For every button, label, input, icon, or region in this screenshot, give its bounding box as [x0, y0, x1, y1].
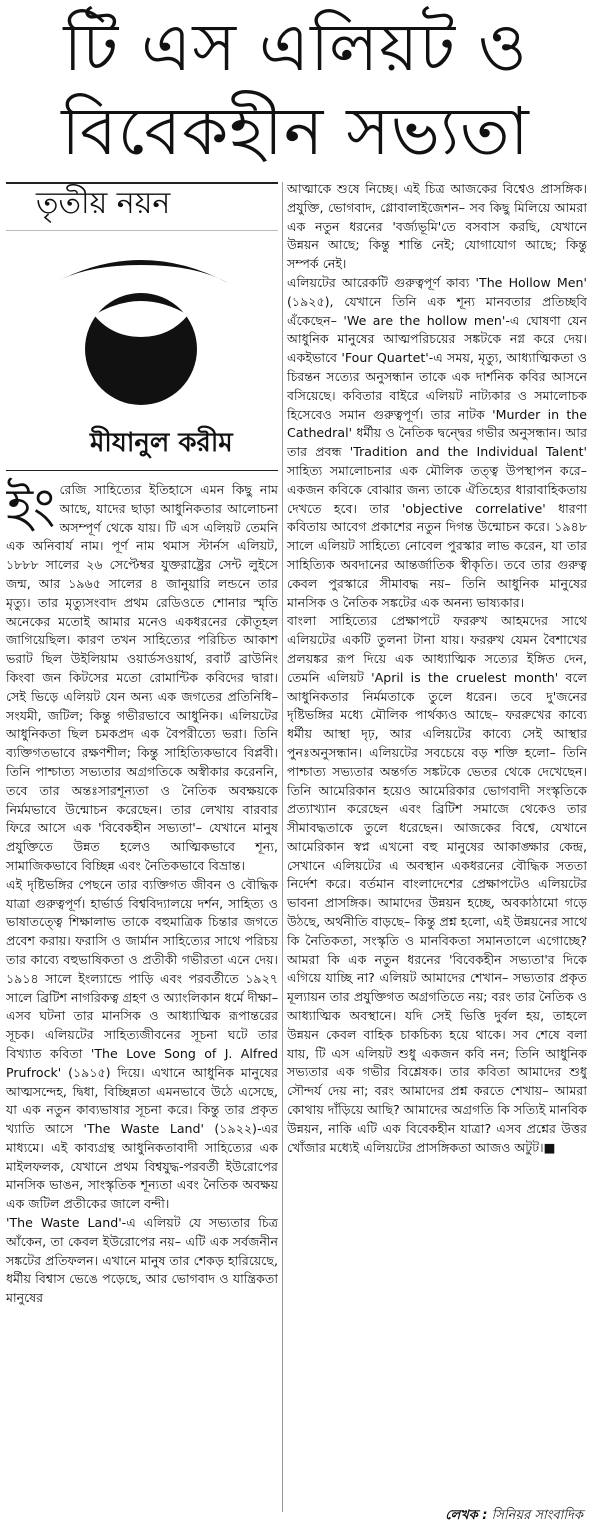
- paragraph: 'The Waste Land'-এ এলিয়ট যে সভ্যতার চিত্র আঁকেন, তা কেবল ইউরোপের নয়– এটি এক সর্বজনীন সঙ্কটের প্রতিফলন। এখানে মানুষ তার শেকড় হারিয়েছে, ধর্মীয় বিশ্বাস ভেঙে পড়েছে, আর ভোগবাদ ও যান্ত্রিকতা মানুষের: [6, 1215, 278, 1306]
- column-logo: [6, 231, 278, 466]
- byline: [445, 1506, 583, 1527]
- paragraph: এলিয়টের আরেকটি গুরুত্বপূর্ণ কাব্য 'The Hollow Men' (১৯২৫), যেখানে তিনি এক শূন্য মানবতার প্রতিচ্ছবি এঁকেছেন– 'We are the hollow men'-এ ঘোষণা যেন আধুনিক মানুষের আত্মপরিচয়ের সঙ্কটকে নগ্ন করে দেয়। একইভাবে 'Four Quartet'-এ সময়, মৃত্যু, আধ্যাত্মিকতা ও চিরন্তন সত্যের অনুসন্ধান তাকে এক দার্শনিক কবির আসনে বসিয়েছে। কবিতার বাইরে এলিয়ট নাট্যকার ও সমালোচক হিসেবেও সমান গুরুত্বপূর্ণ। তার নাটক 'Murder in the Cathedral' ধর্মীয় ও নৈতিক দ্বন্দ্বের গভীর অনুসন্ধান। আর তার প্রবন্ধ 'Tradition and the Individual Talent' সাহিত্য সমালোচনার এক মৌলিক তত্ত্ব উপস্থাপন করে– একজন কবিকে বোঝার জন্য তাকে ঐতিহ্যের ধারাবাহিকতায় দেখতে হবে। তার 'objective correlative' ধারণা কবিতায় আবেগ প্রকাশের নতুন দিগন্ত উন্মোচন করে। ১৯৪৮ সালে এলিয়ট সাহিত্যে নোবেল পুরস্কার লাভ করেন, যা তার সাহিত্যিক অবদানের আন্তর্জাতিক স্বীকৃতি। তবে তার গুরুত্ব কেবল পুরস্কারে সীমাবদ্ধ নয়– তিনি আধুনিক মানুষের মানসিক ও নৈতিক সঙ্কটের এক অনন্য ভাষ্যকার।: [287, 274, 587, 610]
- drop-cap: ইং: [6, 478, 56, 538]
- paragraph: [6, 478, 278, 876]
- paragraph: এই দৃষ্টিভঙ্গির পেছনে তার ব্যক্তিগত জীবন ও বৌদ্ধিক যাত্রা গুরুত্বপূর্ণ। হার্ভার্ড বিশ্ববিদ্যালয়ে দর্শন, সাহিত্য ও ভাষাতত্ত্বে শিক্ষালাভ তাকে বহুমাত্রিক চিন্তার জগতে প্রবেশ করায়। ফরাসি ও জার্মান সাহিত্যের সাথে পরিচয় তার কাব্যে বহুভাষিকতা ও প্রতীকী গভীরতা এনে দেয়। ১৯১৪ সালে ইংল্যান্ডে পাড়ি এবং পরবর্তীতে ১৯২৭ সালে ব্রিটিশ নাগরিকত্ব গ্রহণ ও অ্যাংলিকান ধর্মে দীক্ষা– এসব ঘটনা তার মানসিক ও আধ্যাত্মিক রূপান্তরের সূচক। এলিয়টের সাহিত্যজীবনের সূচনা ঘটে তার বিখ্যাত কবিতা 'The Love Song of J. Alfred Prufrock' (১৯১৫) দিয়ে। এখানে আধুনিক মানুষের আত্মসন্দেহ, দ্বিধা, বিচ্ছিন্নতা এমনভাবে উঠে এসেছে, যা এক নতুন কাব্যভাষার সূচনা করে। কিন্তু তার প্রকৃত খ্যাতি আসে 'The Waste Land' (১৯২২)-এর মাধ্যমে। এই কাব্যগ্রন্থ আধুনিকতাবাদী সাহিত্যের এক মাইলফলক, যেখানে প্রথম বিশ্বযুদ্ধ-পরবর্তী ইউরোপের মানসিক ভাঙন, সাংস্কৃতিক শূন্যতা এবং নৈতিক অবক্ষয় এক জটিল প্রতীকের জালে বন্দী।: [6, 876, 278, 1212]
- column-divider: [282, 182, 283, 1512]
- byline-role: সিনিয়র সাংবাদিক: [491, 1508, 583, 1523]
- paragraph: বাংলা সাহিত্যের প্রেক্ষাপটে ফররুখ আহমদের সাথে এলিয়টের একটি তুলনা টানা যায়। ফররুখ যেমন বৈশাখের প্রলয়ঙ্কর রূপ দিয়ে এক আধ্যাত্মিক সত্যের ইঙ্গিত দেন, তেমনি এলিয়ট 'April is the cruelest month' বলে আধুনিকতার নির্মমতাকে তুলে ধরেন। তবে দু'জনের দৃষ্টিভঙ্গির মধ্যে মৌলিক পার্থক্যও আছে– ফররুখের কাব্যে ধর্মীয় আস্থা দৃঢ়, আর এলিয়টের কাব্যে সেই আস্থার পুনঃঅনুসন্ধান। এলিয়টের সবচেয়ে বড় শক্তি হলো– তিনি পাশ্চাত্য সভ্যতার অন্তর্গত সঙ্কটকে ভেতর থেকে দেখেছেন। তিনি আমেরিকান হয়েও আমেরিকার ভোগবাদী সংস্কৃতিকে প্রত্যাখ্যান করেছেন এবং ব্রিটিশ সমাজে থেকেও তার সীমাবদ্ধতাকে তুলে ধরেছেন। আজকের বিশ্বে, যেখানে আমেরিকান স্বপ্ন এখনো বহু মানুষের আকাঙ্ক্ষার কেন্দ্র, সেখানে এলিয়টের এ অবস্থান একধরনের বৌদ্ধিক সততা নির্দেশ করে। বর্তমান বাংলাদেশের প্রেক্ষাপটেও এলিয়টের ভাবনা প্রাসঙ্গিক। আমাদের উন্নয়ন হচ্ছে, অবকাঠামো গড়ে উঠছে, অর্থনীতি বাড়ছে– কিন্তু প্রশ্ন হলো, এই উন্নয়নের সাথে কি নৈতিকতা, সংস্কৃতি ও মানবিকতা সমানতালে এগোচ্ছে? আমরা কি এক নতুন ধরনের 'বিবেকহীন সভ্যতা'র দিকে এগিয়ে যাচ্ছি না? এলিয়ট আমাদের শেখান– সভ্যতার প্রকৃত মূল্যায়ন তার প্রযুক্তিগত অগ্রগতিতে নয়; বরং তার নৈতিক ও আধ্যাত্মিক অবস্থানে। যদি সেই ভিত্তি দুর্বল হয়, তাহলে উন্নয়ন কেবল বাহিক চাকচিক্য হয়ে থাকে। সব শেষে বলা যায়, টি এস এলিয়ট শুধু একজন কবি নন; তিনি আধুনিক সভ্যতার এক গভীর বিশ্লেষক। তার কবিতা আমাদের শুধু সৌন্দর্য দেয় না; বরং আমাদের প্রশ্ন করতে শেখায়– আমরা কোথায় দাঁড়িয়ে আছি? আমাদের অগ্রগতি কি সত্যিই মানবিক উন্নয়ন, নাকি এটি এক বিবেকহীন যাত্রা? এসব প্রশ্নের উত্তর খোঁজার মধ্যেই এলিয়টের প্রাসঙ্গিকতা আজও অটুট।■: [287, 613, 587, 1155]
- headline-line-1: টি এস এলিয়ট ও: [63, 9, 528, 86]
- article-body-left: [6, 478, 278, 1308]
- headline-line-2: বিবেকহীন সভ্যতা: [61, 93, 530, 170]
- article-headline: [0, 6, 591, 174]
- left-column: [6, 182, 278, 1502]
- byline-label: লেখক :: [445, 1508, 488, 1523]
- right-column: [287, 180, 587, 1470]
- paragraph: আত্মাকে শুষে নিচ্ছে। এই চিত্র আজকের বিশ্বেও প্রাসঙ্গিক। প্রযুক্তি, ভোগবাদ, গ্লোবালাইজেশন– সব কিছু মিলিয়ে আমরা এক নতুন ধরনের 'বর্জ্যভূমি'তে বসবাস করছি, যেখানে উন্নয়ন আছে; কিন্তু শান্তি নেই; যোগাযোগ আছে; কিন্তু সম্পর্ক নেই।: [287, 181, 587, 272]
- paragraph-text: রেজি সাহিত্যের ইতিহাসে এমন কিছু নাম আছে, যাদের ছাড়া আধুনিকতার আলোচনা অসম্পূর্ণ থেকে যায়। টি এস এলিয়ট তেমনি এক অনিবার্য নাম। পূর্ণ নাম থমাস স্টার্নস এলিয়ট, ১৮৮৮ সালের ২৬ সেপ্টেম্বর যুক্তরাষ্ট্রের সেন্ট লুইসে জন্ম, আর ১৯৬৫ সালের ৪ জানুয়ারি লন্ডনে তার মৃত্যু। তার মৃত্যুসংবাদ প্রথম রেডিওতে শোনার স্মৃতি অনেকের মতোই আমার মনেও একধরনের কৌতূহল জাগিয়েছিল। কারণ তখন সাহিত্যের পরিচিত আকাশ ভরাট ছিল উইলিয়াম ওয়ার্ডসওয়ার্থ, রবার্ট ব্রাউনিং কিংবা জন কিটসের মতো রোমান্টিক কবিদের দ্বারা। সেই ভিড়ে এলিয়ট যেন অন্য এক জগতের প্রতিনিধি– সংযমী, জটিল; কিন্তু গভীরভাবে আধুনিক। এলিয়টের আধুনিকতা ছিল চমকপ্রদ এক বৈপরীত্যে ভরা। তিনি ব্যক্তিগতভাবে রক্ষণশীল; কিন্তু সাহিত্যিকভাবে বিপ্লবী। তিনি পাশ্চাত্য সভ্যতার অগ্রগতিকে অস্বীকার করেননি, তবে তার অন্তঃসারশূন্যতা ও নৈতিক অবক্ষয়কে নির্মমভাবে উন্মোচন করেছেন। তার লেখায় বারবার ফিরে আসে এক 'বিবেকহীন সভ্যতা'– যেখানে মানুষ প্রযুক্তিতে উন্নত হলেও আত্মিকভাবে শূন্য, সামাজিকভাবে বিচ্ছিন্ন এবং নৈতিকভাবে বিভ্রান্ত।: [6, 482, 278, 873]
- eye-icon: [46, 245, 236, 425]
- author-name: মীযানুল করীম: [90, 428, 233, 458]
- author-rule: [6, 470, 278, 471]
- column-title: তৃতীয় নয়ন: [6, 182, 278, 231]
